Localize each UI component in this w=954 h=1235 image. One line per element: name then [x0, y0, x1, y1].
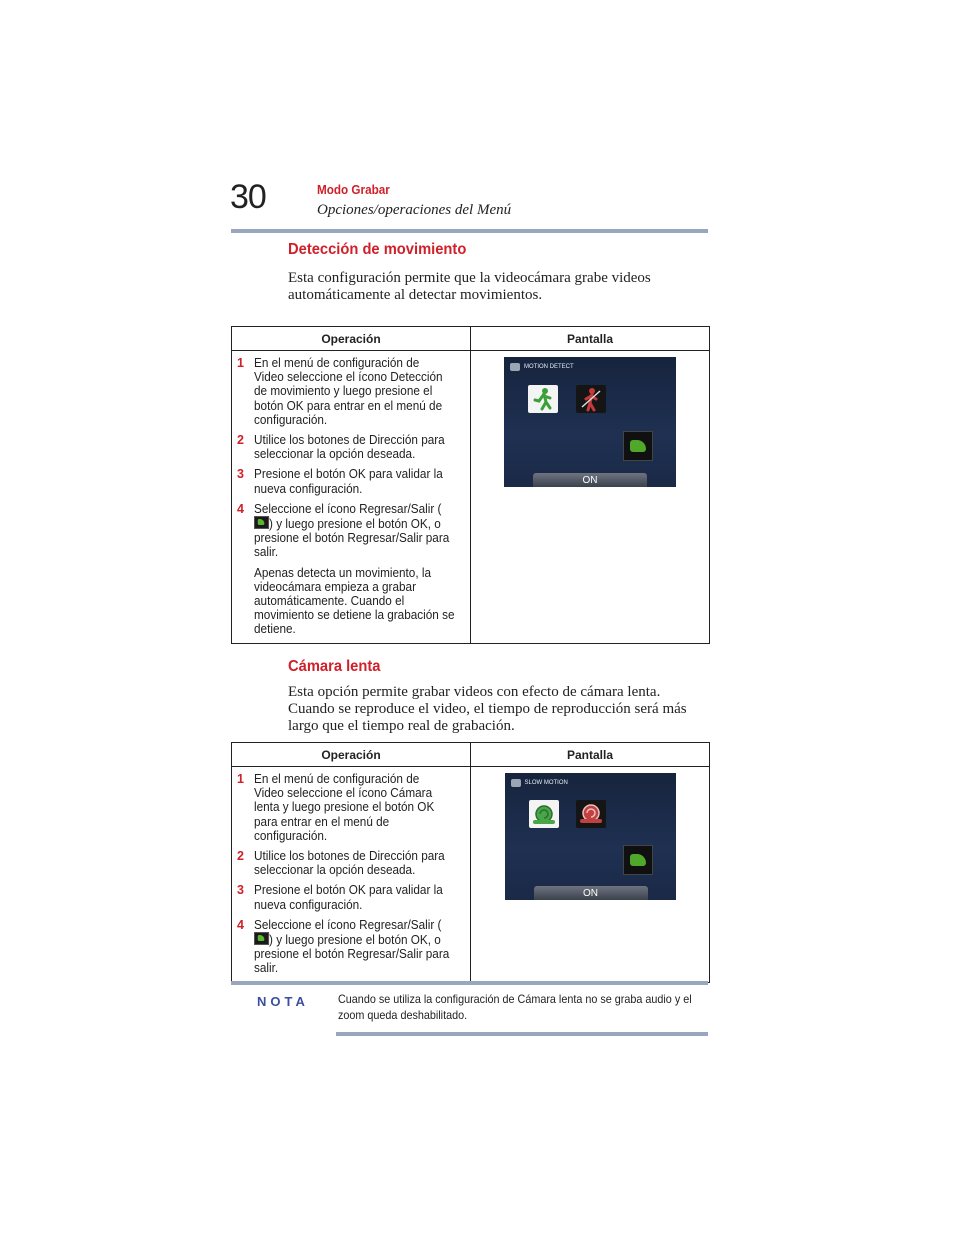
section-intro-motion-detect: Esta configuración permite que la videocámara grabe videos automáticamente al detectar movimientos. [288, 270, 651, 303]
return-exit-icon [623, 845, 653, 875]
step-number: 1 [237, 356, 244, 370]
screen-cell [471, 351, 710, 644]
page-subtitle: Opciones/operaciones del Menú [317, 202, 512, 218]
step-text-part: Seleccione el ícono Regresar/Salir ( [254, 917, 442, 932]
step-extra-note [237, 566, 462, 637]
screen-cell [471, 767, 710, 983]
step-text-part: Seleccione el ícono Regresar/Salir ( [254, 501, 442, 516]
screen-header [511, 779, 568, 787]
extra-text: Apenas detecta un movimiento, la videocámara empieza a grabar automáticamente. Cuando el movimiento se detiene la grabación se detiene. [254, 565, 455, 637]
note-label: NOTA [257, 994, 309, 1009]
table-header-operation: Operación [232, 743, 471, 767]
section-title-motion-detect: Detección de movimiento [288, 241, 467, 258]
step-number: 2 [237, 433, 244, 448]
motion-detect-on-icon [528, 385, 558, 413]
step-item [237, 467, 462, 495]
step-text: En el menú de configuración de Video seleccione el ícono Cámara lenta y luego presione el botón OK para entrar en el menú de configuración. [254, 772, 435, 843]
steps-cell [232, 351, 471, 644]
step-text: Utilice los botones de Dirección para seleccionar la opción deseada. [254, 433, 445, 462]
step-number: 3 [237, 883, 244, 898]
section-title-slow-motion: Cámara lenta [288, 658, 381, 675]
step-item [237, 918, 462, 976]
screen-header-label: MOTION DETECT [524, 364, 574, 370]
slow-motion-screen [505, 773, 676, 900]
setting-value-bar: ON [534, 886, 648, 900]
screen-header-label: SLOW MOTION [524, 780, 568, 786]
table-header-screen: Pantalla [471, 327, 710, 351]
step-text: Utilice los botones de Dirección para seleccionar la opción deseada. [254, 849, 445, 878]
chapter-title: Modo Grabar [317, 182, 390, 197]
camera-icon [511, 779, 521, 787]
steps-cell [232, 767, 471, 983]
step-item [237, 356, 462, 427]
step-item [237, 849, 462, 877]
table-header-operation: Operación [232, 327, 471, 351]
step-number: 1 [237, 772, 244, 786]
table-header-screen: Pantalla [471, 743, 710, 767]
step-text: En el menú de configuración de Video seleccione el ícono Detección de movimiento y luego presione el botón OK para entrar en el menú de configuración. [254, 356, 443, 427]
slow-motion-off-icon [576, 800, 606, 828]
step-text [254, 918, 450, 976]
step-item [237, 502, 462, 560]
step-number: 4 [237, 917, 244, 932]
step-number: 4 [237, 501, 244, 516]
note-bottom-rule [336, 1032, 708, 1036]
operation-table-slow-motion [231, 742, 710, 983]
step-text [254, 502, 450, 560]
camera-icon [510, 363, 520, 371]
motion-detect-off-icon [576, 385, 606, 413]
note-text: Cuando se utiliza la configuración de Cámara lenta no se graba audio y el zoom queda deshabilitado. [338, 992, 692, 1022]
note-top-rule [231, 981, 708, 985]
step-number: 3 [237, 467, 244, 482]
return-exit-icon [254, 932, 269, 945]
section-intro-slow-motion: Esta opción permite grabar videos con efecto de cámara lenta. Cuando se reproduce el video, el tiempo de reproducción será más largo que el tiempo real de grabación. [288, 684, 687, 734]
return-exit-icon [254, 516, 269, 529]
motion-detect-screen [504, 357, 676, 487]
step-item [237, 772, 462, 843]
step-text: Presione el botón OK para validar la nueva configuración. [254, 883, 443, 912]
step-text-part: ) y luego presione el botón OK, o presione el botón Regresar/Salir para salir. [254, 933, 450, 976]
page-number: 30 [230, 178, 266, 216]
slow-motion-on-icon [529, 800, 559, 828]
step-item [237, 433, 462, 461]
step-number: 2 [237, 849, 244, 864]
step-text: Presione el botón OK para validar la nueva configuración. [254, 467, 443, 496]
operation-table-motion-detect [231, 326, 710, 644]
return-exit-icon [623, 431, 653, 461]
setting-value-bar: ON [533, 473, 647, 487]
screen-header [510, 363, 574, 371]
step-item [237, 883, 462, 911]
step-text-part: ) y luego presione el botón OK, o presione el botón Regresar/Salir para salir. [254, 517, 450, 560]
header-rule [231, 229, 708, 233]
